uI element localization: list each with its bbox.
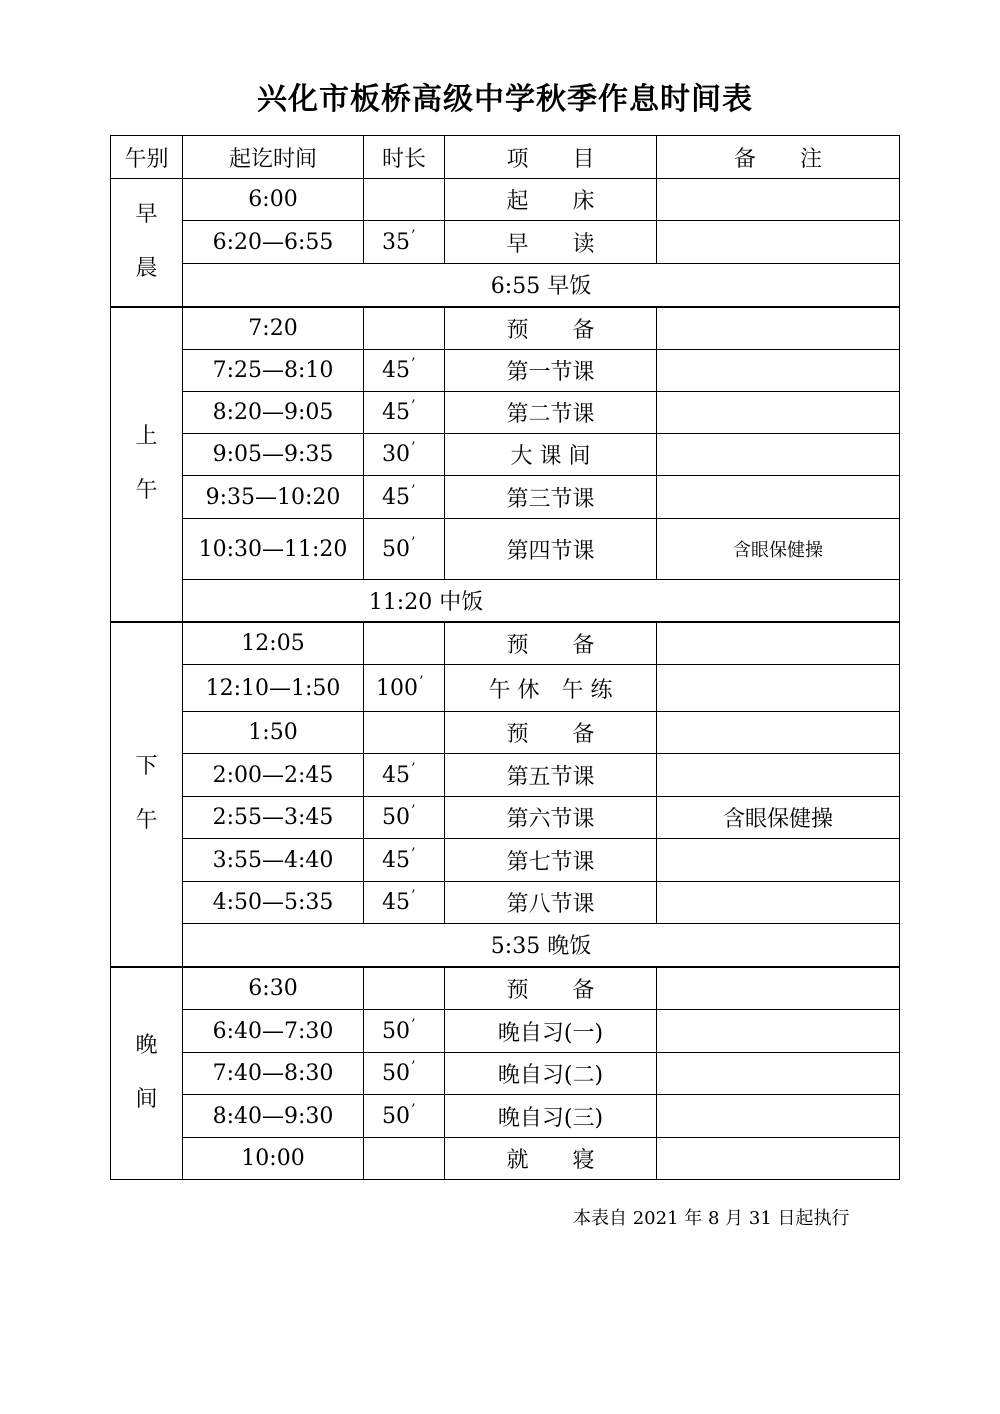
page-title: 兴化市板桥高级中学秋季作息时间表	[257, 82, 753, 117]
table-row	[111, 797, 900, 839]
duration-cell: 50’	[364, 1010, 445, 1053]
time-cell: 7:20	[183, 307, 364, 350]
header-time: 起讫时间	[183, 136, 364, 179]
table-row	[111, 1095, 900, 1138]
meal-row	[111, 264, 900, 307]
duration-cell: 50’	[364, 519, 445, 580]
note-cell	[657, 392, 900, 434]
item-cell: 第五节课	[445, 754, 657, 797]
duration-cell: 35’	[364, 221, 445, 264]
item-cell: 第二节课	[445, 392, 657, 434]
effective-date-note: 本表自 2021 年 8 月 31 日起执行	[573, 1208, 850, 1229]
duration-cell	[364, 307, 445, 350]
note-cell	[657, 712, 900, 754]
time-cell: 7:40—8:30	[183, 1053, 364, 1095]
header-item: 项 目	[445, 136, 657, 179]
item-cell: 第一节课	[445, 350, 657, 392]
period-morning: 早 晨	[111, 179, 183, 307]
table-row	[111, 307, 900, 350]
time-cell: 12:10—1:50	[183, 665, 364, 712]
note-cell: 含眼保健操	[657, 797, 900, 839]
table-row	[111, 622, 900, 665]
item-cell: 第七节课	[445, 839, 657, 882]
item-cell: 起 床	[445, 179, 657, 221]
item-cell: 大 课 间	[445, 434, 657, 476]
time-cell: 10:00	[183, 1138, 364, 1180]
header-note: 备 注	[657, 136, 900, 179]
time-cell: 1:50	[183, 712, 364, 754]
duration-cell	[364, 967, 445, 1010]
meal-row	[111, 924, 900, 967]
time-cell: 9:05—9:35	[183, 434, 364, 476]
time-cell: 2:55—3:45	[183, 797, 364, 839]
time-cell: 7:25—8:10	[183, 350, 364, 392]
time-cell: 6:30	[183, 967, 364, 1010]
note-cell	[657, 350, 900, 392]
table-row	[111, 712, 900, 754]
item-cell: 第六节课	[445, 797, 657, 839]
duration-cell: 45’	[364, 392, 445, 434]
table-row	[111, 882, 900, 924]
item-cell: 晚自习(一)	[445, 1010, 657, 1053]
duration-cell	[364, 1138, 445, 1180]
duration-cell: 30’	[364, 434, 445, 476]
meal-row	[111, 580, 900, 622]
note-cell	[657, 1010, 900, 1053]
time-cell: 6:20—6:55	[183, 221, 364, 264]
meal-dinner: 5:35 晚饭	[183, 924, 900, 967]
time-cell: 10:30—11:20	[183, 519, 364, 580]
table-row	[111, 1138, 900, 1180]
time-cell: 2:00—2:45	[183, 754, 364, 797]
note-cell	[657, 967, 900, 1010]
header-duration: 时长	[364, 136, 445, 179]
note-cell	[657, 179, 900, 221]
duration-cell: 45’	[364, 839, 445, 882]
duration-cell: 50’	[364, 1095, 445, 1138]
header-row	[111, 136, 900, 179]
time-cell: 3:55—4:40	[183, 839, 364, 882]
time-cell: 8:20—9:05	[183, 392, 364, 434]
item-cell: 预 备	[445, 967, 657, 1010]
time-cell: 6:00	[183, 179, 364, 221]
table-row	[111, 350, 900, 392]
note-cell	[657, 1138, 900, 1180]
item-cell: 第四节课	[445, 519, 657, 580]
table-row	[111, 179, 900, 221]
table-row	[111, 519, 900, 580]
note-cell	[657, 1053, 900, 1095]
note-cell	[657, 476, 900, 519]
time-cell: 9:35—10:20	[183, 476, 364, 519]
note-cell	[657, 882, 900, 924]
note-cell	[657, 622, 900, 665]
item-cell: 午 休 午 练	[445, 665, 657, 712]
item-cell: 早 读	[445, 221, 657, 264]
duration-cell: 45’	[364, 350, 445, 392]
duration-cell	[364, 179, 445, 221]
duration-cell: 100’	[364, 665, 445, 712]
table-row	[111, 754, 900, 797]
item-cell: 第八节课	[445, 882, 657, 924]
table-row	[111, 392, 900, 434]
duration-cell: 50’	[364, 1053, 445, 1095]
time-cell: 12:05	[183, 622, 364, 665]
duration-cell: 45’	[364, 882, 445, 924]
table-row	[111, 476, 900, 519]
schedule-table	[110, 135, 900, 1180]
item-cell: 预 备	[445, 307, 657, 350]
item-cell: 晚自习(二)	[445, 1053, 657, 1095]
item-cell: 晚自习(三)	[445, 1095, 657, 1138]
meal-lunch: 11:20 中饭	[183, 580, 900, 622]
item-cell: 就 寝	[445, 1138, 657, 1180]
note-cell: 含眼保健操	[657, 519, 900, 580]
duration-cell	[364, 712, 445, 754]
note-cell	[657, 665, 900, 712]
table-row	[111, 1010, 900, 1053]
note-cell	[657, 307, 900, 350]
item-cell: 预 备	[445, 712, 657, 754]
period-evening: 晚 间	[111, 967, 183, 1180]
table-row	[111, 434, 900, 476]
period-forenoon: 上 午	[111, 307, 183, 622]
note-cell	[657, 1095, 900, 1138]
duration-cell: 45’	[364, 754, 445, 797]
time-cell: 6:40—7:30	[183, 1010, 364, 1053]
duration-cell	[364, 622, 445, 665]
meal-breakfast: 6:55 早饭	[183, 264, 900, 307]
time-cell: 8:40—9:30	[183, 1095, 364, 1138]
duration-cell: 45’	[364, 476, 445, 519]
note-cell	[657, 839, 900, 882]
item-cell: 预 备	[445, 622, 657, 665]
table-row	[111, 221, 900, 264]
table-row	[111, 967, 900, 1010]
table-row	[111, 1053, 900, 1095]
table-row	[111, 839, 900, 882]
table-row	[111, 665, 900, 712]
note-cell	[657, 221, 900, 264]
note-cell	[657, 754, 900, 797]
period-afternoon: 下 午	[111, 622, 183, 967]
header-period: 午别	[111, 136, 183, 179]
note-cell	[657, 434, 900, 476]
item-cell: 第三节课	[445, 476, 657, 519]
duration-cell: 50’	[364, 797, 445, 839]
time-cell: 4:50—5:35	[183, 882, 364, 924]
